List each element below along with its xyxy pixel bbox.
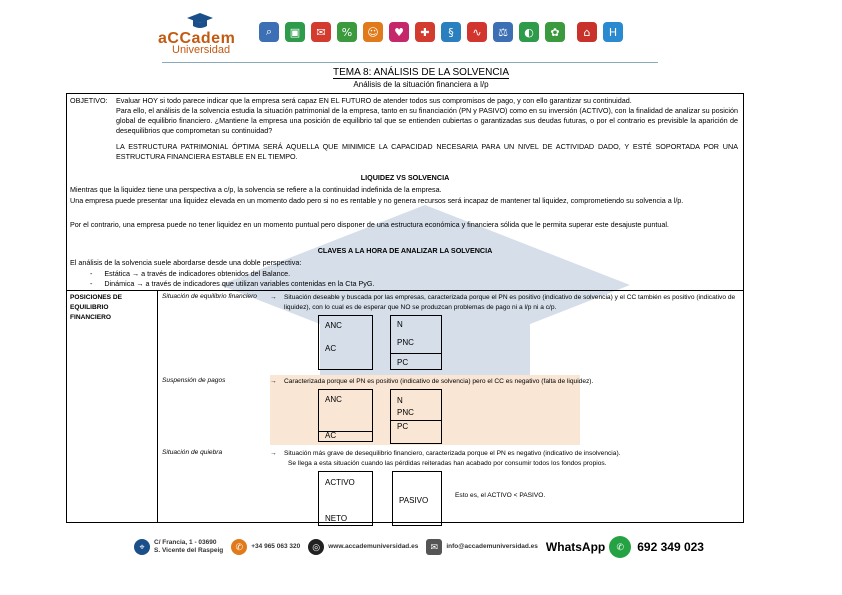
percent-icon: % — [337, 22, 357, 42]
case1-pc-label: PC — [397, 358, 409, 367]
dna-icon: § — [441, 22, 461, 42]
header-divider — [162, 62, 658, 63]
hospital-icon: H — [603, 22, 623, 42]
award-icon: ✿ — [545, 22, 565, 42]
footer — [134, 536, 724, 558]
case1-liabilities-box — [390, 315, 442, 370]
case2-pnc-label: PNC — [397, 408, 414, 417]
window-icon: ▣ — [285, 22, 305, 42]
case2-pc-label: PC — [397, 422, 409, 431]
footer-phone[interactable]: +34 965 063 320 — [251, 543, 301, 550]
objective-text-3: LA ESTRUCTURA PATRIMONIAL ÓPTIMA SERÁ AQUELLA QUE MINIMICE LA CAPACIDAD NECESARIA PARA UN NIVEL DE ACTIVIDAD DADO, Y ESTÉ SOPORTADA POR UNA ESTRUCTURA FINANCIERA ESTABLE EN EL TIEMPO. — [116, 142, 738, 161]
arrow-icon: → — [270, 450, 277, 457]
tooth-icon: ◐ — [519, 22, 539, 42]
heart-icon: ♥ — [389, 22, 409, 42]
footer-address: C/ Francia, 1 - 03690 S. Vicente del Raspeig — [154, 539, 224, 554]
case2-assets-box — [318, 389, 373, 442]
brand-logo: aCCadem — [158, 30, 236, 47]
footer-email[interactable]: info@accademuniversidad.es — [446, 543, 538, 550]
megaphone-icon: ✉ — [311, 22, 331, 42]
whatsapp-icon[interactable]: ✆ — [609, 536, 631, 558]
table-top-border — [66, 290, 744, 291]
case2-divider-right — [391, 420, 441, 421]
section-heading-liquidity: LIQUIDEZ VS SOLVENCIA — [360, 173, 450, 182]
positions-label: POSICIONES DE EQUILIBRIO FINANCIERO — [70, 294, 123, 321]
case3-assets-box — [318, 471, 373, 526]
scale-icon: ⚖ — [493, 22, 513, 42]
objective-text-1: Evaluar HOY si todo parece indicar que la empresa será capaz EN EL FUTURO de atender todos sus compromisos de pago, y con ello garantizar su continuidad. — [116, 96, 632, 105]
keys-intro: El análisis de la solvencia suele abordarse desde una doble perspectiva: — [70, 258, 302, 267]
search-chart-icon: ⌕ — [259, 22, 279, 42]
case2-text: Caracterizada porque el PN es positivo (indicativo de solvencia) pero el CC es negativo (falta de liquidez). — [284, 378, 594, 385]
case1-title: Situación de equilibrio financiero — [162, 293, 257, 300]
case2-liabilities-box — [390, 389, 442, 444]
liquidity-paragraph-3: Por el contrario, una empresa puede no tener liquidez en un momento puntual pero disponer de una estructura económica y financiera sólida que le permita superar este desajuste puntual. — [70, 220, 669, 229]
section-heading-keys: CLAVES A LA HORA DE ANALIZAR LA SOLVENCIA — [317, 246, 493, 255]
whatsapp-number[interactable]: 692 349 023 — [637, 540, 704, 554]
case3-neto-label: NETO — [325, 514, 348, 523]
objective-label: OBJETIVO: — [70, 96, 108, 105]
doctor-icon: ✚ — [415, 22, 435, 42]
case1-text: Situación deseable y buscada por las empresas, caracterizada porque el PN es positivo (indicativo de solvencia) y el CC también es positivo (indicativo de liquidez), con lo cual es de esperar que NO se produzcan problemas de pago ni a l/p ni a c/p. — [284, 294, 736, 311]
case1-ac-label: AC — [325, 344, 337, 353]
location-icon: ⌖ — [134, 539, 150, 555]
case3-text-1: Situación más grave de desequilibrio financiero, caracterizada porque el PN es negativo (indicativo de insolvencia). — [284, 450, 621, 457]
case3-note: Esto es, el ACTIVO < PASIVO. — [455, 492, 546, 499]
bullet-dynamic: - Dinámica → a través de indicadores que utilizan variables contenidas en la Cta PyG. — [90, 279, 375, 288]
arrow-icon: → — [270, 294, 277, 301]
page-title: TEMA 8: ANÁLISIS DE LA SOLVENCIA — [333, 67, 509, 78]
faculty-icon-bar — [259, 22, 623, 42]
case1-pnc-label: PNC — [397, 338, 414, 347]
page-subtitle: Análisis de la situación financiera a l/p — [353, 80, 489, 89]
objective-text-2: Para ello, el análisis de la solvencia estudia la situación patrimonial de la empresa, tanto en su financiación (PN y PASIVO) como en su inversión (ACTIVO), con la finalidad de analizar su posición global de equilibrio financiero. ¿Mantiene la empresa una posición de equilibrio tal que se entienden cubiertas o garantizadas sus deudas futuras, o por el contrario es previsible la aparición de desequilibrios que comprometan su continuidad? — [116, 106, 738, 135]
case2-n-label: N — [397, 396, 403, 405]
table-column-divider — [157, 290, 158, 523]
case1-n-label: N — [397, 320, 403, 329]
liquidity-paragraph-2: Una empresa puede presentar una liquidez elevada en un momento dado pero si no es rentable y no genera recursos será incapaz de mantener tal liquidez, comprometiendo su solvencia a l/p. — [70, 196, 684, 205]
case2-title: Suspensión de pagos — [162, 377, 226, 384]
case1-anc-label: ANC — [325, 321, 342, 330]
liquidity-paragraph-1: Mientras que la liquidez tiene una perspectiva a c/p, la solvencia se refiere a la continuidad indefinida de la empresa. — [70, 185, 442, 194]
footer-web[interactable]: www.accademuniversidad.es — [328, 543, 419, 550]
graduation-cap-icon — [186, 12, 214, 30]
case3-pasivo-label: PASIVO — [399, 496, 429, 505]
pulse-icon: ∿ — [467, 22, 487, 42]
case3-liabilities-box — [392, 471, 442, 526]
case3-text-2: Se llega a esta situación cuando las pérdidas reiteradas han acabado por consumir todos los fondos propios. — [288, 460, 607, 467]
case1-divider — [391, 353, 441, 354]
globe-icon: ◎ — [308, 539, 324, 555]
case2-anc-label: ANC — [325, 395, 342, 404]
case1-assets-box — [318, 315, 373, 370]
whatsapp-label: WhatsApp — [545, 540, 606, 554]
brand-subtitle: Universidad — [172, 44, 231, 56]
people-icon: ☺ — [363, 22, 383, 42]
case2-ac-label: AC — [325, 431, 337, 440]
email-icon: ✉ — [426, 539, 442, 555]
arrow-icon: → — [270, 378, 277, 385]
bullet-static: - Estática → a través de indicadores obtenidos del Balance. — [90, 269, 291, 278]
case3-activo-label: ACTIVO — [325, 478, 355, 487]
phone-icon: ✆ — [231, 539, 247, 555]
case3-title: Situación de quiebra — [162, 449, 223, 456]
building-icon: ⌂ — [577, 22, 597, 42]
